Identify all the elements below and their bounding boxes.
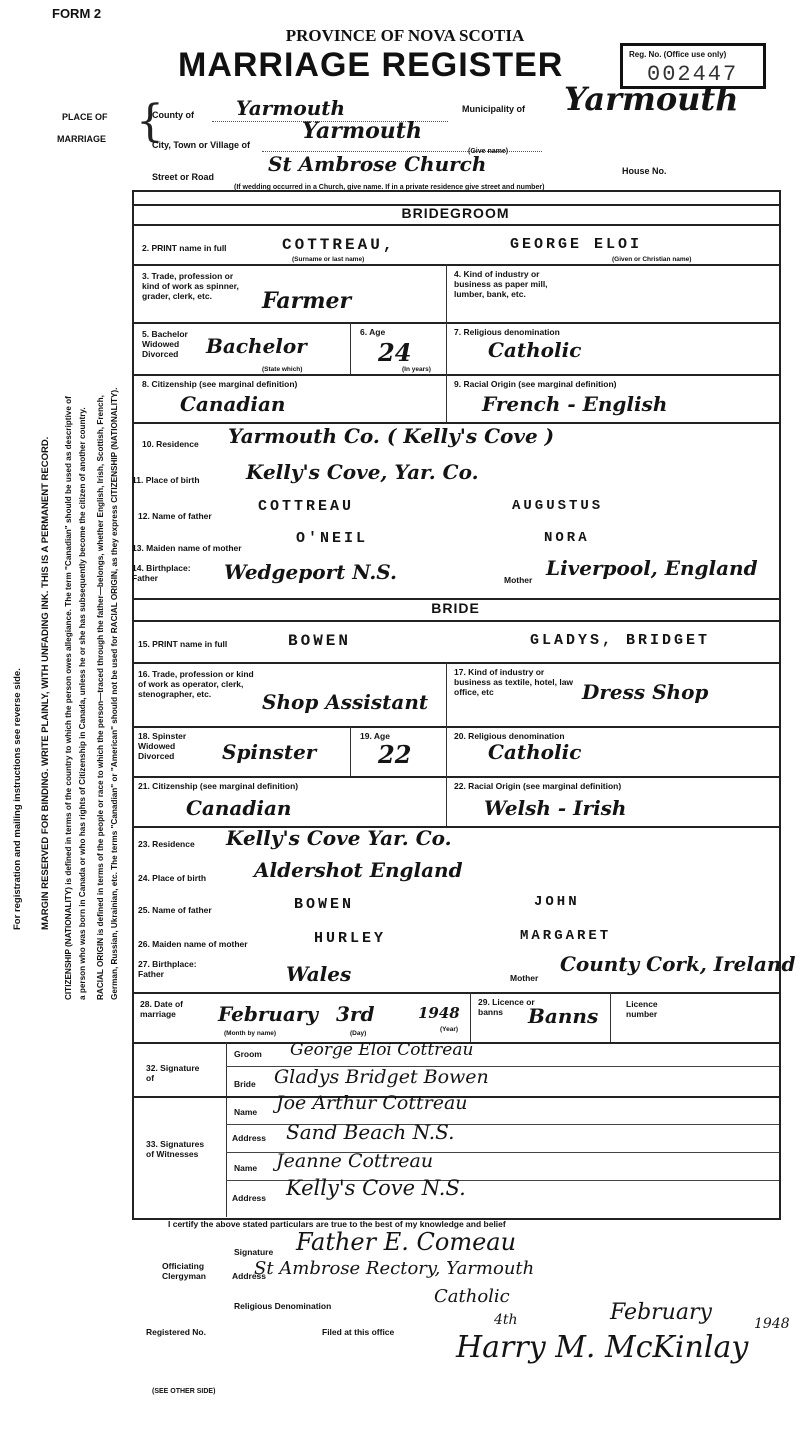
groom-name-label: 2. PRINT name in full — [142, 243, 227, 253]
groom-birthplace-label: 11. Place of birth — [132, 475, 200, 485]
row5-divider-a — [350, 322, 351, 374]
w1-name-label: Name — [234, 1107, 258, 1117]
denomination-label: Religious Denomination — [234, 1301, 332, 1311]
bride-religion: Catholic — [488, 740, 582, 764]
bride-status-label: 18. Spinster Widowed Divorced — [138, 731, 187, 761]
margin-instructions: For registration and mailing instructions see reverse side. — [12, 668, 23, 930]
bride-residence: Kelly's Cove Yar. Co. — [226, 826, 452, 850]
groom-mother-birth: Liverpool, England — [546, 556, 758, 580]
w2-address-label: Address — [232, 1193, 267, 1203]
page-title: MARRIAGE REGISTER — [178, 46, 564, 84]
filed-label: Filed at this office — [322, 1327, 395, 1337]
row28-divider-b — [610, 992, 611, 1042]
bride-religion-label: 20. Religious denomination — [454, 731, 565, 741]
groom-industry-label: 4. Kind of industry or business as paper mill, lumber, bank, etc. — [454, 269, 548, 299]
row27-line — [132, 992, 779, 994]
groom-racial: French - English — [482, 392, 668, 416]
filed-day: 4th — [494, 1312, 518, 1328]
w1-address-label: Address — [232, 1133, 267, 1143]
bride-age: 22 — [378, 740, 412, 769]
groom-status: Bachelor — [206, 334, 307, 358]
county-value: Yarmouth — [236, 96, 346, 120]
marriage-month: February — [218, 1002, 319, 1026]
bride-father-given: JOHN — [534, 894, 580, 910]
row2-line — [132, 264, 779, 266]
row16-line — [132, 726, 779, 728]
place-brace: { — [136, 96, 164, 147]
province-heading: PROVINCE OF NOVA SCOTIA — [285, 26, 525, 45]
sig-vline — [226, 1042, 227, 1217]
groom-citizenship-label: 8. Citizenship (see marginal definition) — [142, 379, 298, 389]
licence-label: 29. Licence or banns — [478, 997, 535, 1017]
groom-signature: George Eloi Cottreau — [290, 1040, 474, 1060]
w1-name: Joe Arthur Cottreau — [276, 1092, 468, 1114]
street-value: St Ambrose Church — [268, 152, 487, 176]
bride-racial: Welsh - Irish — [484, 796, 627, 820]
row28-divider-a — [470, 992, 471, 1042]
groom-fbirth-label: 14. Birthplace: Father — [132, 563, 191, 583]
bride-mother-surname: HURLEY — [314, 930, 387, 947]
row18-divider-a — [350, 726, 351, 776]
day-note: (Day) — [350, 1030, 367, 1037]
marriage-date-label: 28. Date of marriage — [140, 999, 183, 1019]
w2-name-label: Name — [234, 1163, 258, 1173]
filed-year: 1948 — [754, 1316, 790, 1332]
margin-reserved: MARGIN RESERVED FOR BINDING. WRITE PLAINLY, WITH UNFADING INK. THIS IS A PERMANENT RECORD. — [40, 436, 51, 930]
bride-father-surname: BOWEN — [294, 896, 355, 913]
row21-divider — [446, 776, 447, 826]
groom-mother-given: NORA — [544, 530, 590, 546]
margin-racial-2: German, Russian, Ukrainian, etc. The terms "Canadian" or "American" should not be used for RACIAL ORIGIN, as they express CITIZENSHIP (NATIONALITY). — [110, 387, 119, 1000]
row5-line — [132, 374, 779, 376]
bride-citizenship-label: 21. Citizenship (see marginal definition) — [138, 781, 299, 791]
bride-trade-label: 16. Trade, profession or kind of work as operator, clerk, stenographer, etc. — [138, 669, 254, 699]
groom-header-line-bottom — [132, 224, 779, 226]
bride-mother-given: MARGARET — [520, 928, 612, 944]
margin-citizenship-2: a person who was born in Canada or who has rights of Citizenship in Canada, unless he or she has subsequently become the citizen of another country. — [78, 407, 87, 1000]
groom-father-birth: Wedgeport N.S. — [224, 560, 397, 584]
bride-signature: Gladys Bridget Bowen — [274, 1066, 489, 1088]
bride-surname: BOWEN — [288, 632, 352, 650]
city-label: City, Town or Village of — [152, 140, 251, 150]
groom-religion-label: 7. Religious denomination — [454, 327, 560, 337]
groom-age-label: 6. Age — [360, 327, 386, 337]
licence-value: Banns — [528, 1004, 599, 1028]
bride-name-label: 15. PRINT name in full — [138, 639, 228, 649]
clergy-signature-label: Signature — [234, 1247, 274, 1257]
municipality-label: Municipality of — [462, 104, 525, 114]
house-no-label: House No. — [622, 166, 667, 176]
groom-surname-note: (Surname or last name) — [292, 256, 365, 263]
w1-address: Sand Beach N.S. — [286, 1120, 455, 1144]
reg-no-label: Reg. No. (Office use only) — [629, 50, 727, 59]
row15-line — [132, 662, 779, 664]
bride-age-label: 19. Age — [360, 731, 390, 741]
groom-father-label: 12. Name of father — [138, 511, 212, 521]
form-number: FORM 2 — [52, 6, 102, 21]
bride-section-title: BRIDE — [431, 600, 480, 616]
month-note: (Month by name) — [224, 1030, 276, 1037]
groom-mother-surname: O'NEIL — [296, 530, 369, 547]
groom-residence: Yarmouth Co. ( Kelly's Cove ) — [228, 424, 555, 448]
margin-racial: RACIAL ORIGIN is defined in terms of the people or race to which the person—traced through the father—belongs, whether English, Irish, Scottish, French, — [96, 395, 105, 1000]
bride-father-birth: Wales — [286, 962, 352, 986]
groom-given-name: GEORGE ELOI — [510, 236, 643, 253]
marriage-day: 3rd — [336, 1002, 375, 1026]
registrar-signature: Harry M. McKinlay — [456, 1330, 749, 1365]
row18-line — [132, 776, 779, 778]
place-of-label: PLACE OF — [62, 112, 108, 122]
bride-father-label: 25. Name of father — [138, 905, 212, 915]
groom-residence-label: 10. Residence — [142, 439, 199, 449]
marriage-label: MARRIAGE — [57, 134, 106, 144]
certify-text: I certify the above stated particulars are true to the best of my knowledge and belief — [168, 1219, 506, 1229]
filed-month: February — [610, 1300, 712, 1325]
groom-status-label: 5. Bachelor Widowed Divorced — [142, 329, 188, 359]
groom-citizenship: Canadian — [180, 392, 286, 416]
registered-no-label: Registered No. — [146, 1327, 206, 1337]
bride-industry: Dress Shop — [582, 680, 709, 704]
row18-divider-b — [446, 726, 447, 776]
bride-status: Spinster — [222, 740, 317, 764]
give-name-note: (Give name) — [468, 148, 509, 155]
see-other-side: (SEE OTHER SIDE) — [152, 1388, 216, 1395]
bride-mother-birth: County Cork, Ireland — [560, 952, 796, 976]
groom-birthplace: Kelly's Cove, Yar. Co. — [246, 460, 479, 484]
groom-trade-label: 3. Trade, profession or kind of work as spinner, grader, clerk, etc. — [142, 271, 239, 301]
groom-given-note: (Given or Christian name) — [612, 256, 692, 263]
street-label: Street or Road — [152, 172, 215, 182]
city-value: Yarmouth — [302, 118, 422, 144]
row8-divider — [446, 374, 447, 422]
groom-surname: COTTREAU, — [282, 236, 396, 254]
groom-age: 24 — [378, 338, 412, 367]
groom-in-years: (In years) — [402, 366, 431, 373]
clergy-signature: Father E. Comeau — [296, 1228, 517, 1256]
clergy-address: St Ambrose Rectory, Yarmouth — [254, 1258, 535, 1279]
groom-father-surname: COTTREAU — [258, 498, 355, 515]
witnesses-label: 33. Signatures of Witnesses — [146, 1139, 205, 1159]
year-note: (Year) — [440, 1026, 459, 1033]
groom-mother-label: 13. Maiden name of mother — [132, 543, 242, 553]
bride-residence-label: 23. Residence — [138, 839, 195, 849]
signature-of-label: 32. Signature of — [146, 1063, 200, 1083]
denomination-value: Catholic — [434, 1286, 510, 1307]
bride-birthplace-label: 24. Place of birth — [138, 873, 207, 883]
bride-sig-label: Bride — [234, 1079, 256, 1089]
w2-address: Kelly's Cove N.S. — [286, 1176, 466, 1200]
bride-racial-label: 22. Racial Origin (see marginal definition) — [454, 781, 622, 791]
groom-religion: Catholic — [488, 338, 582, 362]
groom-father-given: AUGUSTUS — [512, 498, 604, 514]
reg-no-value: 002447 — [647, 62, 739, 87]
frame-top-line — [132, 190, 779, 192]
municipality-value: Yarmouth — [564, 80, 739, 118]
groom-sig-label: Groom — [234, 1049, 262, 1059]
officiating-clergyman-label: Officiating Clergyman — [162, 1261, 206, 1281]
bride-mother-label: 26. Maiden name of mother — [138, 939, 248, 949]
groom-state-which: (State which) — [262, 366, 303, 373]
licence-number-label: Licence number — [626, 999, 658, 1019]
bride-header-line-bottom — [132, 620, 779, 622]
groom-trade: Farmer — [262, 288, 352, 314]
county-label: County of — [152, 110, 194, 120]
row3-line — [132, 322, 779, 324]
bride-industry-label: 17. Kind of industry or business as textile, hotel, law office, etc — [454, 667, 574, 697]
groom-racial-label: 9. Racial Origin (see marginal definition) — [454, 379, 617, 389]
w2-name: Jeanne Cottreau — [276, 1150, 434, 1172]
clergy-address-label: Address — [232, 1271, 267, 1281]
row16-divider — [446, 662, 447, 726]
bride-given-name: GLADYS, BRIDGET — [530, 632, 711, 649]
bride-trade: Shop Assistant — [262, 690, 429, 714]
row3-divider — [446, 264, 447, 322]
margin-citizenship: CITIZENSHIP (NATIONALITY) is defined in terms of the country to which the person owes allegiance. The term "Canadian" should be used as descriptive of — [64, 396, 73, 1000]
groom-mother-birth-label: Mother — [504, 575, 533, 585]
bride-fbirth-label: 27. Birthplace: Father — [138, 959, 197, 979]
marriage-year: 1948 — [418, 1004, 460, 1022]
bride-birthplace: Aldershot England — [254, 858, 463, 882]
street-note: (If wedding occurred in a Church, give name. If in a private residence give street and number) — [234, 184, 545, 191]
row5-divider-b — [446, 322, 447, 374]
bridegroom-section-title: BRIDEGROOM — [401, 205, 510, 221]
bride-citizenship: Canadian — [186, 796, 292, 820]
bride-mother-birth-label: Mother — [510, 973, 539, 983]
